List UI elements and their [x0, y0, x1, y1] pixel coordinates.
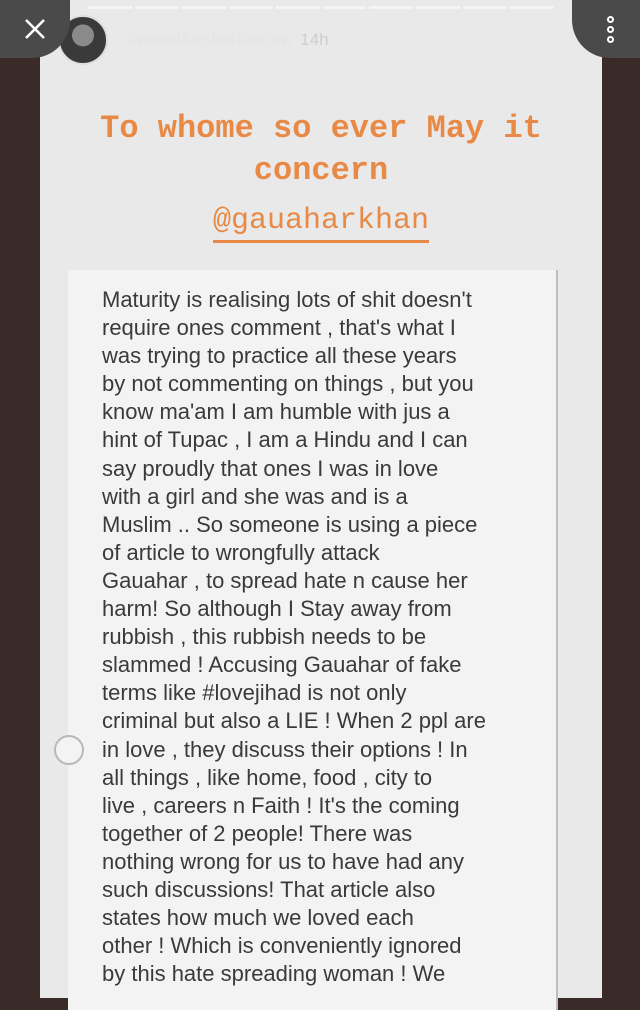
- note-line: by not commenting on things , but you: [102, 371, 474, 397]
- note-line: by this hate spreading woman ! We: [102, 961, 446, 987]
- mention-label: @gauaharkhan: [213, 204, 429, 243]
- note-line: nothing wrong for us to have had any: [102, 848, 465, 874]
- post-time: 14h: [300, 30, 329, 49]
- story-title: To whome so ever May it concern: [100, 110, 542, 189]
- note-line: states how much we loved each: [102, 905, 414, 931]
- note-line: together of 2 people! There was: [102, 820, 413, 846]
- mention-tag[interactable]: [40, 204, 602, 238]
- username[interactable]: therealkushaltandon: [126, 30, 293, 49]
- story-progress-bar: [88, 6, 554, 9]
- note-line: other ! Which is conveniently ignored: [102, 933, 462, 959]
- note-line: Maturity is realising lots of shit doesn't: [102, 287, 472, 312]
- note-line: terms like #lovejihad is not only: [102, 680, 407, 706]
- note-line: harm! So although I Stay away from: [102, 596, 452, 622]
- note-line: hint of Tupac , I am a Hindu and I can: [102, 427, 468, 453]
- close-icon: [23, 17, 47, 41]
- note-line: of article to wrongfully attack: [102, 539, 380, 565]
- note-line: slammed ! Accusing Gauahar of fake: [102, 652, 462, 678]
- note-text: [102, 286, 542, 988]
- note-line: Gauahar , to spread hate n cause her: [102, 567, 468, 593]
- note-line: with a girl and she was and is a: [102, 483, 408, 509]
- note-line: say proudly that ones I was in love: [102, 455, 439, 481]
- radio-circle: [54, 735, 84, 765]
- note-line: criminal but also a LIE ! When 2 ppl are: [102, 708, 486, 734]
- story-header: [58, 14, 329, 66]
- note-line: Muslim .. So someone is using a piece: [102, 511, 478, 537]
- note-line: was trying to practice all these years: [102, 343, 457, 369]
- note-line: know ma'am I am humble with jus a: [102, 399, 450, 425]
- note-line: in love , they discuss their options ! In: [102, 736, 468, 762]
- note-line: rubbish , this rubbish needs to be: [102, 624, 427, 650]
- note-line: require ones comment , that's what I: [102, 315, 456, 341]
- more-options-icon: [607, 16, 614, 43]
- note-line: such discussions! That article also: [102, 876, 436, 902]
- note-line: all things , like home, food , city to: [102, 764, 433, 790]
- note-line: live , careers n Faith ! It's the coming: [102, 792, 460, 818]
